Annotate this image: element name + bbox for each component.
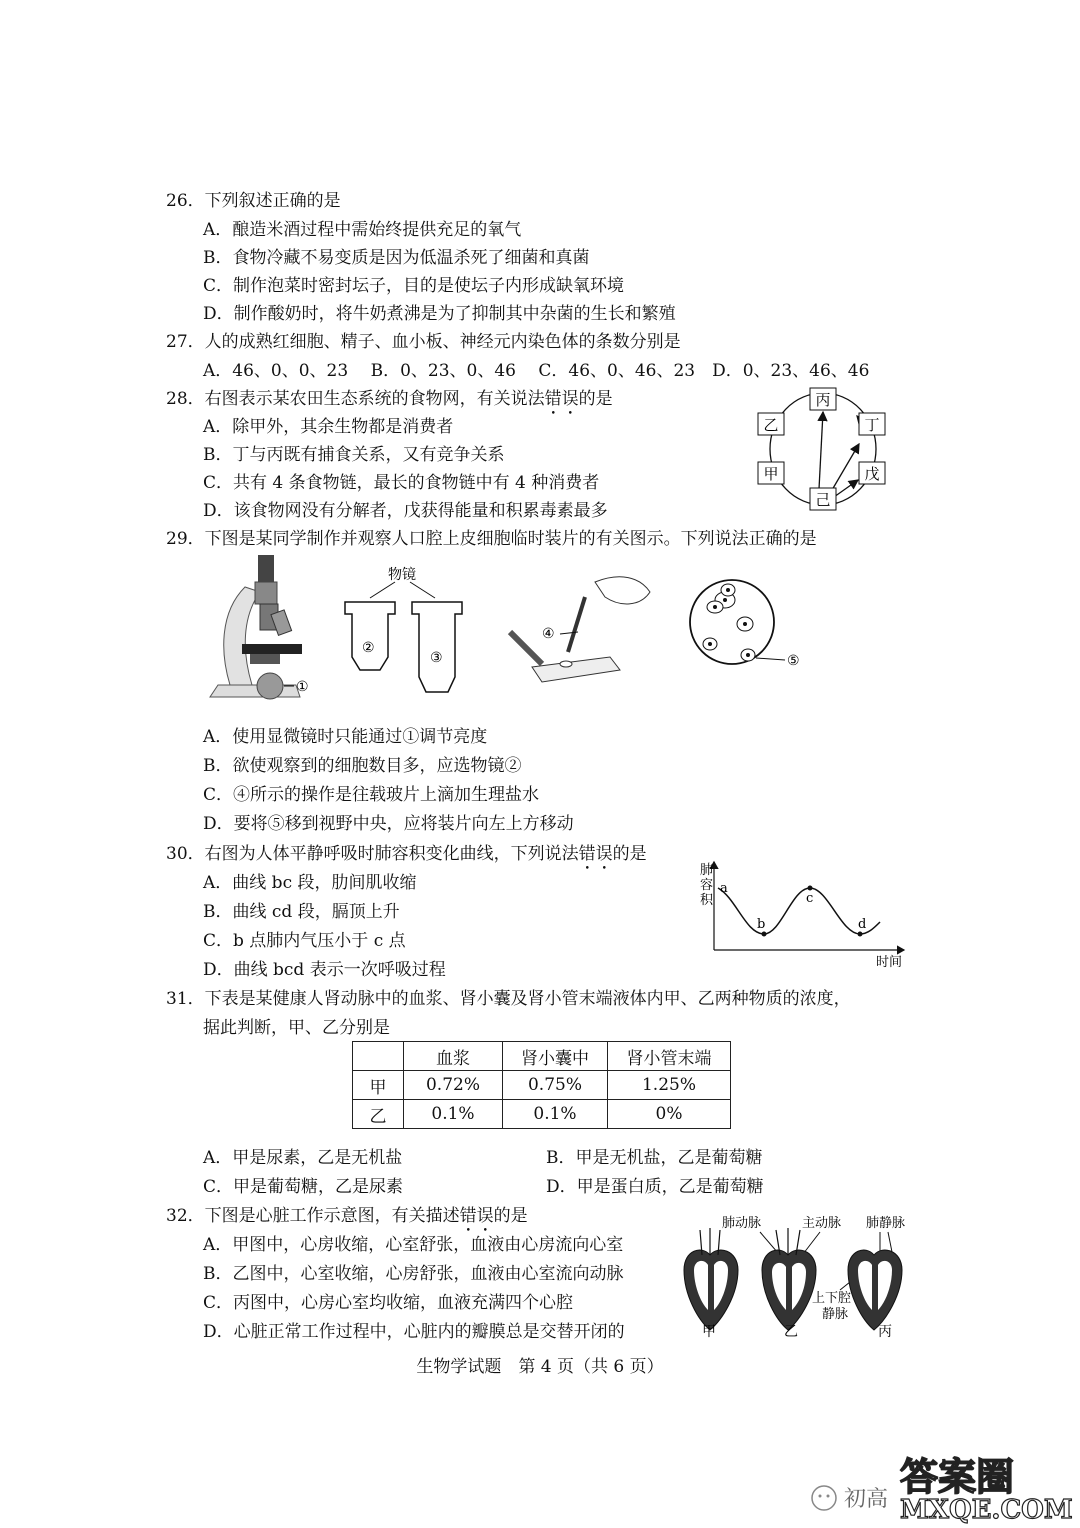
xlabel: 时间 (876, 955, 903, 970)
q26-option-d: D．制作酸奶时，将牛奶煮沸是为了抑制其中杂菌的生长和繁殖 (203, 304, 676, 324)
q28-option-a: A．除甲外，其余生物都是消费者 (203, 417, 454, 437)
lung-volume-curve (696, 858, 916, 973)
label-a: a (720, 881, 728, 896)
q29-option-d: D．要将⑤移到视野中央，应将装片向左上方移动 (203, 814, 574, 834)
q28-stem-emphasis: 错误 (544, 389, 579, 409)
caption-yi: 乙 (784, 1324, 798, 1340)
node-ji (810, 488, 836, 510)
q28-stem: 28．右图表示某农田生态系统的食物网，有关说法错误的是 (166, 389, 613, 409)
node-bing (810, 388, 836, 410)
watermark-title: 答案圈 (900, 1454, 1015, 1499)
q32-stem: 32．下图是心脏工作示意图，有关描述错误的是 (166, 1206, 528, 1226)
q30-option-c: C．b 点肺内气压小于 c 点 (203, 931, 406, 951)
table-cell: 乙 (353, 1100, 404, 1129)
watermark-text: 初高 (844, 1487, 889, 1512)
heart-jia (684, 1228, 738, 1330)
table-header-row (353, 1042, 731, 1071)
q30-stem-emphasis: 错误 (578, 844, 613, 864)
svg-text:丙: 丙 (815, 391, 831, 409)
q32-option-b: B．乙图中，心室收缩，心房舒张，血液由心室流向动脉 (203, 1264, 624, 1284)
q29-stem: 29．下图是某同学制作并观察人口腔上皮细胞临时装片的有关图示。下列说法正确的是 (166, 529, 817, 549)
node-jia (758, 462, 784, 484)
svg-text:甲: 甲 (763, 465, 779, 483)
table-row (353, 1100, 731, 1129)
q27-stem: 27．人的成熟红细胞、精子、血小板、神经元内染色体的条数分别是 (166, 332, 681, 352)
q28-option-b: B．丁与丙既有捕食关系，又有竞争关系 (203, 445, 505, 465)
objective-lens-3 (412, 602, 462, 692)
q30-stem: 30．右图为人体平静呼吸时肺容积变化曲线，下列说法错误的是 (166, 844, 647, 864)
label-objective: 物镜 (388, 567, 416, 583)
q32-option-d: D．心脏正常工作过程中，心脏内的瓣膜总是交替开闭的 (203, 1322, 625, 1342)
label-pulmonary-vein: 肺静脉 (866, 1216, 906, 1231)
table-header-cell: 肾小管末端 (608, 1042, 731, 1071)
svg-text:己: 己 (815, 491, 831, 509)
ylabel-1: 肺 (700, 863, 714, 878)
q26-stem: 26．下列叙述正确的是 (166, 191, 341, 211)
q27-options: A．46、0、0、23 B．0、23、0、46 C．46、0、46、23 D．0、23、46、46 (203, 361, 870, 381)
node-wu (859, 462, 885, 484)
label-vena-cava-1: 上下腔 (812, 1291, 852, 1306)
table-cell: 1.25% (608, 1071, 731, 1100)
q29-figures (200, 552, 820, 712)
label-c: c (806, 891, 814, 906)
q28-option-d: D．该食物网没有分解者，戊获得能量和积累毒素最多 (203, 501, 608, 521)
table-cell: 0.1% (503, 1100, 608, 1129)
page-footer: 生物学试题 第 4 页（共 6 页） (416, 1357, 664, 1377)
q28-option-c: C．共有 4 条食物链，最长的食物链中有 4 种消费者 (203, 473, 600, 493)
dropper-slide-image (510, 577, 650, 682)
q29-option-c: C．④所示的操作是往载玻片上滴加生理盐水 (203, 785, 540, 805)
table-row (353, 1071, 731, 1100)
q29-option-b: B．欲使观察到的细胞数目多，应选物镜② (203, 756, 522, 776)
table-cell: 甲 (353, 1071, 404, 1100)
svg-text:乙: 乙 (763, 416, 779, 434)
microscope-image (210, 555, 302, 699)
ylabel-3: 积 (700, 893, 714, 908)
q29-option-a: A．使用显微镜时只能通过①调节亮度 (203, 727, 488, 747)
svg-text:丁: 丁 (864, 416, 880, 434)
label-pulmonary-artery: 肺动脉 (722, 1216, 762, 1231)
q31-option-d: D．甲是蛋白质，乙是葡萄糖 (546, 1177, 764, 1197)
chat-icon (812, 1486, 836, 1510)
watermark-site: MXQE.COM (900, 1495, 1073, 1524)
q26-option-c: C．制作泡菜时密封坛子，目的是使坛子内形成缺氧环境 (203, 276, 625, 296)
node-yi (758, 413, 784, 435)
microscope-view-image (690, 580, 785, 664)
q31-stem-line1: 31．下表是某健康人肾动脉中的血浆、肾小囊及肾小管末端液体内甲、乙两种物质的浓度， (166, 989, 851, 1009)
label-b: b (757, 917, 766, 932)
point-b (762, 932, 767, 937)
label-vena-cava-2: 静脉 (822, 1307, 849, 1322)
label-n1: ① (296, 679, 309, 695)
q32-option-a: A．甲图中，心房收缩，心室舒张，血液由心房流向心室 (203, 1235, 624, 1255)
ylabel-2: 容 (700, 878, 714, 893)
q30-option-b: B．曲线 cd 段，膈顶上升 (203, 902, 400, 922)
table-cell: 0.1% (404, 1100, 503, 1129)
table-header-cell: 血浆 (404, 1042, 503, 1071)
caption-jia: 甲 (702, 1324, 716, 1340)
table-header-cell (353, 1042, 404, 1071)
point-c (808, 886, 813, 891)
q26-option-b: B．食物冷藏不易变质是因为低温杀死了细菌和真菌 (203, 248, 590, 268)
q31-option-b: B．甲是无机盐，乙是葡萄糖 (546, 1148, 763, 1168)
objective-lens-2 (345, 602, 395, 670)
q31-option-c: C．甲是葡萄糖，乙是尿素 (203, 1177, 404, 1197)
table-cell: 0.72% (404, 1071, 503, 1100)
point-d (858, 932, 863, 937)
q30-option-d: D．曲线 bcd 表示一次呼吸过程 (203, 960, 446, 980)
heart-diagram (672, 1210, 922, 1342)
q31-option-a: A．甲是尿素，乙是无机盐 (203, 1148, 403, 1168)
label-aorta: 主动脉 (802, 1216, 842, 1231)
table-cell: 0% (608, 1100, 731, 1129)
label-n2: ② (362, 640, 375, 656)
q32-option-c: C．丙图中，心房心室均收缩，血液充满四个心腔 (203, 1293, 574, 1313)
label-n3: ③ (430, 650, 443, 666)
curve-line (718, 888, 880, 934)
q31-stem-line2: 据此判断，甲、乙分别是 (203, 1018, 390, 1038)
heart-bing (848, 1250, 902, 1330)
table-header-cell: 肾小囊中 (503, 1042, 608, 1071)
q26-option-a: A．酿造米酒过程中需始终提供充足的氧气 (203, 220, 522, 240)
q30-option-a: A．曲线 bc 段，肋间肌收缩 (203, 873, 417, 893)
label-d: d (858, 917, 867, 932)
svg-text:戊: 戊 (864, 465, 880, 483)
food-web-diagram (752, 384, 912, 516)
q32-stem-emphasis: 错误 (459, 1206, 494, 1226)
caption-bing: 丙 (878, 1324, 892, 1340)
concentration-table (352, 1041, 731, 1129)
node-ding (859, 413, 885, 435)
label-n4: ④ (542, 626, 555, 642)
table-cell: 0.75% (503, 1071, 608, 1100)
watermark-logo (802, 1444, 1074, 1524)
label-n5: ⑤ (787, 653, 800, 669)
